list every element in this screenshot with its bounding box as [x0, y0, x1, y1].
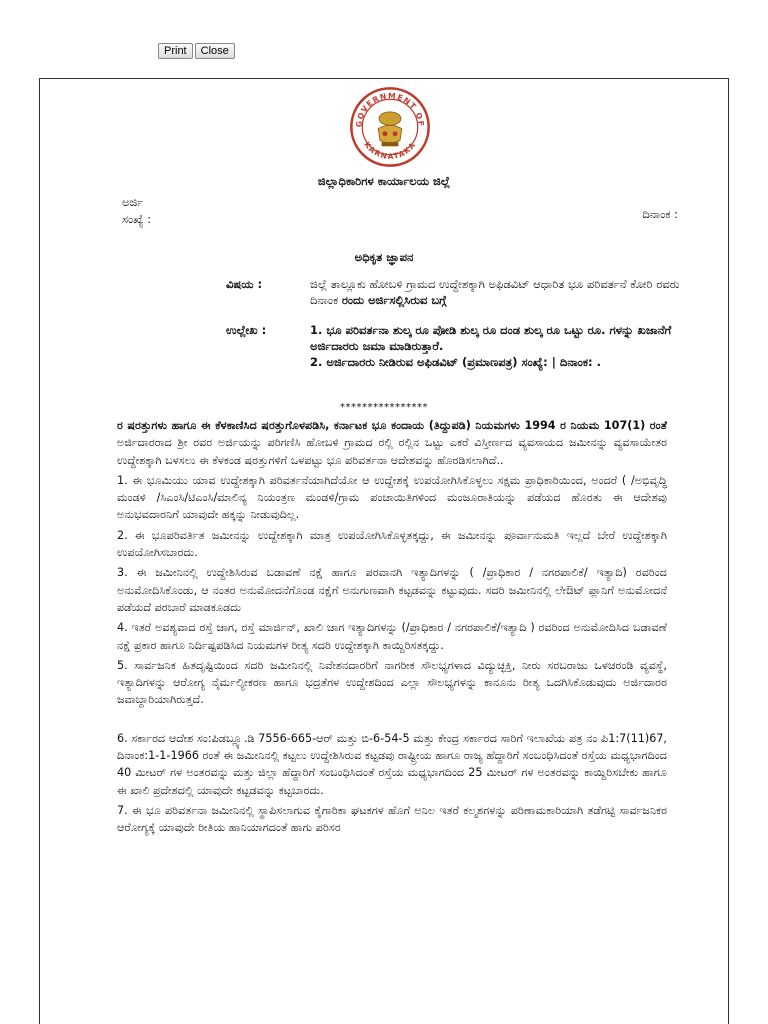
print-button[interactable]: Print	[158, 43, 193, 59]
separator-stars: ****************	[340, 402, 428, 413]
seal-bottom-text: KARNATAKA	[362, 139, 418, 162]
notice-title: ಅಧಿಕೃತ ಜ್ಞಾಪನ	[354, 250, 414, 264]
subject-value	[310, 276, 680, 308]
document-sheet	[39, 78, 729, 1024]
reference-label: ಉಲ್ಲೇಖ :	[226, 323, 267, 337]
date-label: ದಿನಾಂಕ :	[642, 207, 678, 221]
reference-row	[226, 322, 680, 370]
clause-5: 5. ಸಾರ್ವಜನಿಕ ಹಿತದೃಷ್ಟಿಯಿಂದ ಸದರಿ ಜಮೀನಿನಲ್ಲಿ ನಿವೇಶನದಾರರಿಗೆ ನಾಗರೀಕ ಸೌಲಭ್ಯಗಳಾದ ವಿದ್ಯುಚ್ಛಕ್ತಿ, ನೀರು ಸರಬರಾಜು ಒಳಚರಂಡಿ ವ್ಯವಸ್ಥೆ, ಇತ್ಯಾದಿಗಳನ್ನು ಆರೋಗ್ಯ ನೈರ್ಮಲ್ಯೀಕರಣ ಹಾಗೂ ಭದ್ರತೆಗಳ ಉದ್ದೇಶದಿಂದ ಎಲ್ಲಾ ಸೌಲಭ್ಯಗಳನ್ನು ಕಾನೂನು ರೀತ್ಯ ಒದಗಿಸಿಕೊಡುವುದು ಅರ್ಜಿದಾರರ ಜವಾಬ್ದಾರಿಯಾಗಿರುತ್ತದೆ.	[117, 658, 667, 707]
close-button[interactable]: Close	[195, 43, 235, 59]
reference-line-2: 2. ಅರ್ಜಿದಾರರು ನೀಡಿರುವ ಅಫಿಡವಿಟ್ (ಪ್ರಮಾಣಪತ್ರ) ಸಂಖ್ಯೆ: | ದಿನಾಂಕ: .	[310, 355, 602, 369]
reference-value	[310, 322, 680, 370]
clause-2: 2. ಈ ಭೂಪರಿವರ್ತಿತ ಜಮೀನನ್ನು ಉದ್ದೇಶಕ್ಕಾಗಿ ಮಾತ್ರ ಉಪಯೋಗಿಸಿಕೊಳ್ಳತಕ್ಕದ್ದು, ಈ ಜಮೀನನ್ನು ಪೂರ್ವಾನುಮತಿ ಇಲ್ಲದೆ ಬೇರೆ ಉದ್ದೇಶಕ್ಕಾಗಿ ಉಪಯೋಗಿಸಬಾರದು.	[117, 528, 667, 560]
subject-text: ಜಿಲ್ಲೆ ತಾಲ್ಲೂಕು ಹೋಬಳಿ ಗ್ರಾಮದ ಉದ್ದೇಶಕ್ಕಾಗಿ ಅಫಿಡವಿಟ್ ಆಧಾರಿತ ಭೂ ಪರಿವರ್ತನೆ ಕೋರಿ ರವರು ದಿನಾಂಕ	[310, 277, 680, 307]
clause-6: 6. ಸರ್ಕಾರದ ಆದೇಶ ಸಂ:ಪಿಡಬ್ಲ್ಯೂ.ಡಿ 7556-665-ಆರ್ ಮತ್ತು ಬಿ-6-54-5 ಮತ್ತು ಕೇಂದ್ರ ಸರ್ಕಾರದ ಸಾರಿಗೆ ಇಲಾಖೆಯ ಪತ್ರ ನಂ ಪಿ1:7(11)67, ದಿನಾಂಕ:1-1-1966 ರಂತೆ ಈ ಜಮೀನಿನಲ್ಲಿ ಕಟ್ಟಲು ಉದ್ದೇಶಿಸಿರುವ ಕಟ್ಟಡವು ರಾಷ್ಟ್ರೀಯ ಹಾಗೂ ರಾಜ್ಯ ಹೆದ್ದಾರಿಗೆ ಸಂಬಂಧಿಸಿದಂತೆ ರಸ್ತೆಯ ಮಧ್ಯಭಾಗದಿಂದ 40 ಮೀಟರ್ ಗಳ ಅಂತರವನ್ನು ಮತ್ತು ಜಿಲ್ಲಾ ಹೆದ್ದಾರಿಗೆ ಸಂಬಂಧಿಸಿದಂತೆ ರಸ್ತೆಯ ಮಧ್ಯಭಾಗದಿಂದ 25 ಮೀಟರ್ ಗಳ ಅಂತರವನ್ನು ಕಾಯ್ದಿರಿಸಬೇಕು ಹಾಗೂ ಈ ಖಾಲಿ ಪ್ರದೇಶದಲ್ಲಿ ಯಾವುದೇ ಕಟ್ಟಡವನ್ನು ಕಟ್ಟಬಾರದು.	[117, 731, 667, 797]
clause-4: 4. ಇತರೆ ಅವಶ್ಯವಾದ ರಸ್ತೆ ಜಾಗ, ರಸ್ತೆ ಮಾರ್ಜಿನ್, ಖಾಲಿ ಜಾಗ ಇತ್ಯಾದಿಗಳನ್ನು (/ಪ್ರಾಧಿಕಾರ / ನಗರಪಾಲಿಕೆ/ಇತ್ಯಾದಿ ) ರವರಿಂದ ಅನುಮೋದಿಸಿದ ಬಡಾವಣೆ ನಕ್ಷೆ ಪ್ರಕಾರ ಹಾಗೂ ನಿರ್ದಿಷ್ಟಪಡಿಸಿದ ನಿಯಮಗಳ ರೀತ್ಯ ಸದರಿ ಉದ್ದೇಶಕ್ಕಾಗಿ ಕಾಯ್ದಿರಿಸತಕ್ಕದ್ದು.	[117, 621, 667, 652]
clause-3: 3. ಈ ಜಮೀನಿನಲ್ಲಿ ಉದ್ದೇಶಿಸಿರುವ ಬಡಾವಣೆ ನಕ್ಷೆ ಹಾಗೂ ಪರವಾನಗಿ ಇತ್ಯಾದಿಗಳನ್ನು ( /ಪ್ರಾಧಿಕಾರ / ನಗರಪಾಲಿಕೆ/ ಇತ್ಯಾದಿ) ರವರಿಂದ ಅನುಮೋದಿಸಿಕೊಂಡು, ಆ ನಂತರ ಅನುಮೋದನೆಗೊಂಡ ನಕ್ಷೆಗೆ ಅನುಗುಣವಾಗಿ ಕಟ್ಟಡವನ್ನು ಕಟ್ಟುವುದು. ಸದರಿ ಜಮೀನಿನಲ್ಲಿ ಲೇಔಟ್ ಪ್ಲಾನಿಗೆ ಅನುಮೋದನೆ ಪಡೆಯದೆ ಪರಬಾರೆ ಮಾಡಕೂಡದು	[117, 566, 667, 614]
subject-row	[226, 276, 680, 308]
subject-label: ವಿಷಯ :	[226, 277, 263, 291]
clause-1: 1. ಈ ಭೂಮಿಯು ಯಾವ ಉದ್ದೇಶಕ್ಕಾಗಿ ಪರಿವರ್ತನೆಯಾಗಿದೆಯೋ ಆ ಉದ್ದೇಶಕ್ಕೆ ಉಪಯೋಗಿಸಿಕೊಳ್ಳಲು ಸಕ್ಷಮ ಪ್ರಾಧಿಕಾರಿಯಿಂದ, ಅಂದರೆ ( /ಅಭಿವೃದ್ಧಿ ಮಂಡಳಿ /ಸಿಎಂಸಿ/ಟಿಎಂಸಿ/ಮಾಲಿನ್ಯ ನಿಯಂತ್ರಣ ಮಂಡಳಿ/ಗ್ರಾಮ ಪಂಚಾಯಿತಿಗಳಿಂದ ಮಂಜೂರಾತಿಯನ್ನು ಪಡೆಯದ ಹೊರತು ಈ ಆದೇಶವು ಅನುಭವದಾರನಿಗೆ ಯಾವುದೇ ಹಕ್ಕನ್ನು ನೀಡುವುದಿಲ್ಲ.	[117, 473, 667, 522]
seal-top-text: GOVERNMENT OF	[354, 91, 426, 128]
subject-bold-text: ರಂದು ಅರ್ಜಿಸಲ್ಲಿಸಿರುವ ಬಗ್ಗೆ	[341, 293, 447, 307]
application-number-label: ಅರ್ಜಿ ಸಂಖ್ಯೆ :	[122, 195, 152, 226]
paragraph-gap	[117, 712, 667, 730]
reference-line-1: 1. ಭೂ ಪರಿವರ್ತನಾ ಶುಲ್ಕ ರೂ ಪೋಡಿ ಶುಲ್ಕ ರೂ ದಂಡ ಶುಲ್ಕ ರೂ ಒಟ್ಟು ರೂ. ಗಳನ್ನು ಖಜಾನೆಗೆ ಅರ್ಜಿದಾರರು ಜಮಾ ಮಾಡಿರುತ್ತಾರೆ.	[310, 323, 672, 353]
intro-rest: ಅರ್ಜಿದಾರರಾದ ಶ್ರೀ ರವರ ಅರ್ಜಿಯನ್ನು ಪರಿಗಣಿಸಿ ಹೋಬಳಿ ಗ್ರಾಮದ ರಲ್ಲಿ ರಲ್ಲಿನ ಒಟ್ಟು ಎಕರೆ ವಿಸ್ತೀರ್ಣದ ವ್ಯವಸಾಯದ ಜಮೀನನ್ನು ವ್ಯವಸಾಯೇತರ ಉದ್ದೇಶಕ್ಕಾಗಿ ಬಳಸಲು ಈ ಕೆಳಕಂಡ ಷರತ್ತುಗಳಿಗೆ ಒಳಪಟ್ಟು ಭೂ ಪರಿವರ್ತನಾ ಆದೇಶವನ್ನು ಹೊರಡಿಸಲಾಗಿದೆ..	[117, 436, 667, 467]
office-title: ಜಿಲ್ಲಾಧಿಕಾರಿಗಳ ಕಾರ್ಯಾಲಯ ಜಿಲ್ಲೆ	[317, 174, 451, 188]
order-body	[117, 417, 667, 840]
intro-paragraph	[117, 417, 667, 469]
government-seal-icon	[348, 85, 432, 169]
print-toolbar	[158, 43, 235, 59]
intro-bold: ರ ಷರತ್ತುಗಳು ಹಾಗೂ ಈ ಕೆಳಕಾಣಿಸಿದ ಷರತ್ತುಗೊಳಪಡಿಸಿ, ಕರ್ನಾಟಕ ಭೂ ಕಂದಾಯ (ತಿದ್ದುಪಡಿ) ನಿಯಮಗಳು 1994 ರ ನಿಯಮ 107(1) ರಂತೆ	[117, 419, 667, 432]
clause-7: 7. ಈ ಭೂ ಪರಿವರ್ತನಾ ಜಮೀನಿನಲ್ಲಿ ಸ್ಥಾಪಿಸಲಾಗುವ ಕೈಗಾರಿಕಾ ಘಟಕಗಳ ಹೊಗೆ ಅನಿಲ ಇತರೆ ಕಲ್ಮಶಗಳನ್ನು ಪರಿಣಾಮಕಾರಿಯಾಗಿ ತಡೆಗಟ್ಟಿ ಸಾರ್ವಜನಿಕರ ಆರೋಗ್ಯಕ್ಕೆ ಯಾವುದೇ ರೀತಿಯ ಹಾನಿಯಾಗದಂತೆ ಹಾಗು ಪರಿಸರ	[117, 803, 667, 835]
